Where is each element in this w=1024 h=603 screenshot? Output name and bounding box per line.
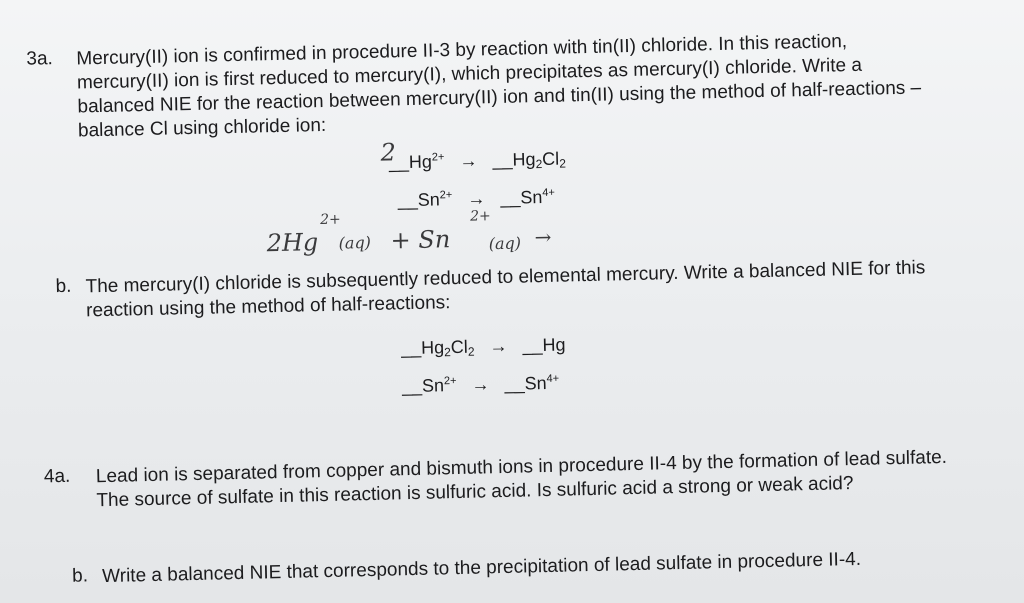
handwritten-arrow: → [534,224,552,250]
subscript: 2 [444,345,452,360]
blank: __ [504,373,525,394]
question-4b-text: Write a balanced NIE that corresponds to the precipitation of lead sulfate in procedure II-4. [101,548,862,588]
handwritten-coefficient: 2 [380,138,397,167]
handwritten-state: (aq) [488,233,522,254]
charge: 2+ [443,375,457,388]
charge: 4+ [542,186,555,200]
charge: 4+ [546,372,560,385]
reactant: Sn [417,189,440,210]
blank: __ [492,149,513,171]
subscript: 2 [535,157,543,172]
product: Sn [524,372,547,394]
question-4a-text: Lead ion is separated from copper and bismuth ions in procedure II-4 by the formation of lead sulfate. The source of sulfate in this reaction is sulfuric acid. Is sulfuric acid a strong or weak acid? [95,446,948,512]
reactant: Sn [421,375,445,396]
reactant: Hg [420,337,445,358]
question-3b-text: The mercury(I) chloride is subsequently reduced to elemental mercury. Write a balanced NIE for this reaction using the method of half-reactions: [85,257,926,322]
question-3a-label: 3a. [26,48,54,70]
blank: __ [500,187,521,208]
product: Hg [512,149,536,170]
handwritten-charge: 2+ [469,208,491,225]
product: Sn [520,187,543,208]
blank: __ [388,152,410,173]
subscript: 2 [467,344,475,359]
product: Hg [542,334,566,356]
half-reaction-hg2cl2 [401,335,566,361]
product: Cl [541,148,560,170]
blank: __ [522,335,543,356]
handwritten-sn: + Sn [390,225,451,255]
handwritten-state: (aq) [338,232,372,253]
handwritten-hg: 2Hg [266,228,319,258]
question-4a-label: 4a. [43,465,71,488]
arrow: → [489,335,508,357]
charge: 2+ [431,151,445,164]
arrow: → [467,188,486,209]
blank: __ [397,189,418,211]
half-reaction-hg [389,148,567,174]
handwritten-charge: 2+ [319,211,341,229]
arrow: → [471,374,490,395]
reactant: Hg [408,151,433,173]
blank: __ [401,375,423,397]
blank: __ [400,337,422,359]
question-3a-text: Mercury(II) ion is confirmed in procedure II-3 by reaction with tin(II) chloride. In this reaction, mercury(II) ion is first reduced to mercury(I), which precipitates as mercury(I) chloride. Write a balanced NIE for the reaction between mercury(II) ion and tin(II) using the method of half-reactions – balance Cl using chloride ion: [76,31,922,142]
question-4b-label: b. [71,565,89,587]
arrow: → [459,150,478,171]
half-reaction-sn-2 [402,373,560,398]
reactant: Cl [450,336,469,358]
charge: 2+ [439,189,453,202]
subscript: 2 [559,156,567,171]
question-3b-label: b. [55,275,72,298]
